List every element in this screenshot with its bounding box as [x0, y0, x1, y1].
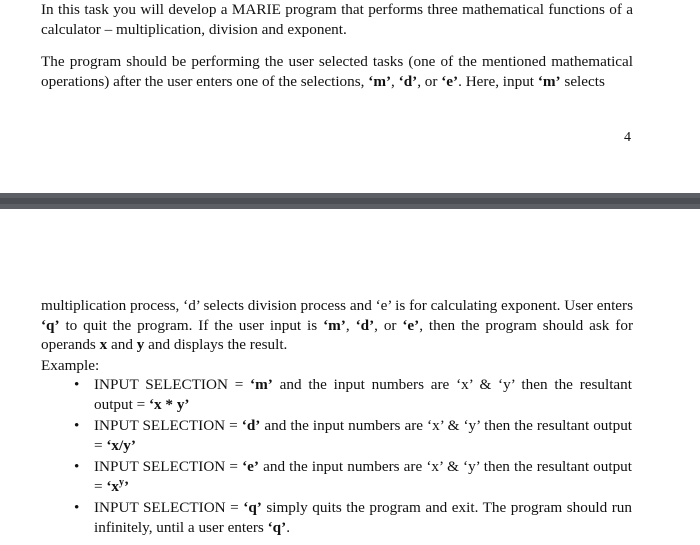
text-run: ,	[345, 316, 356, 334]
text-run: INPUT SELECTION =	[94, 417, 242, 434]
selection-d: ‘d’	[398, 72, 418, 90]
example-list	[74, 375, 632, 539]
text-run: simply quits the program and exit. The program should run infinitely, until a user enters	[94, 499, 632, 536]
result-expression: ‘x * y’	[148, 395, 190, 413]
text-run: INPUT SELECTION =	[94, 376, 251, 393]
text-run: and the input numbers are ‘x’ & ‘y’ then the resultant output =	[94, 376, 632, 413]
selection-q: ‘q’	[41, 316, 60, 334]
result-expression: ‘x/y’	[106, 436, 136, 454]
intro-paragraph: In this task you will develop a MARIE program that performs three mathematical functions of a calculator – multiplication, division and exponent.	[41, 1, 633, 38]
list-item	[74, 375, 632, 414]
process-paragraph	[41, 296, 633, 355]
result-expression	[106, 478, 129, 495]
operand-x: x	[99, 336, 108, 353]
selection-d: ‘d’	[355, 316, 375, 334]
selection-paragraph	[41, 52, 633, 91]
selection-m: ‘m’	[250, 376, 273, 393]
example-label: Example:	[41, 357, 100, 374]
text-run: The program should be performing the user selected tasks (one of the mentioned mathematical operations) after the user enters one of the selections,	[41, 53, 633, 90]
text-run: , or	[374, 316, 403, 334]
selection-m: ‘m’	[323, 316, 346, 334]
text-run: INPUT SELECTION =	[94, 458, 243, 475]
text-run: , or	[417, 72, 442, 90]
text-run: to quit the program. If the user input is	[59, 316, 324, 334]
selection-q: ‘q’	[267, 518, 287, 536]
text-run: ’	[124, 477, 130, 495]
page-bottom	[0, 209, 700, 545]
selection-e: ‘e’	[402, 316, 420, 334]
text-run: multiplication process, ‘d’ selects division process and ‘e’ is for calculating exponent. User enters	[41, 297, 633, 314]
text-run: ,	[391, 72, 399, 90]
text-run: and the input numbers are ‘x’ & ‘y’ then the resultant output =	[94, 417, 633, 454]
page-top	[0, 0, 700, 193]
selection-d: ‘d’	[241, 417, 261, 434]
text-run: ‘x	[106, 477, 120, 495]
list-item	[74, 498, 632, 537]
page-separator	[0, 193, 700, 209]
page-number: 4	[624, 130, 631, 145]
bullet-icon: •	[74, 499, 80, 516]
selection-m: ‘m’	[537, 72, 561, 90]
selection-e: ‘e’	[242, 458, 259, 475]
bullet-icon: •	[74, 376, 80, 393]
bullet-icon: •	[74, 417, 80, 434]
selection-m: ‘m’	[368, 72, 392, 90]
text-run: . Here, input	[458, 72, 538, 90]
operand-y: y	[136, 336, 145, 353]
text-run: , then the program should ask for operands	[41, 316, 634, 353]
list-item	[74, 416, 632, 455]
text-run: .	[286, 518, 290, 536]
text-run: and displays the result.	[144, 336, 288, 353]
text-run: and the input numbers are ‘x’ & ‘y’ then the resultant output =	[94, 458, 632, 495]
selection-q: ‘q’	[243, 499, 262, 516]
exponent: y	[119, 476, 125, 488]
list-item	[74, 457, 632, 496]
bullet-icon: •	[74, 458, 80, 475]
text-run: INPUT SELECTION =	[94, 499, 244, 516]
selection-e: ‘e’	[441, 72, 459, 90]
text-run: and	[107, 336, 137, 353]
text-run: selects	[560, 72, 605, 90]
